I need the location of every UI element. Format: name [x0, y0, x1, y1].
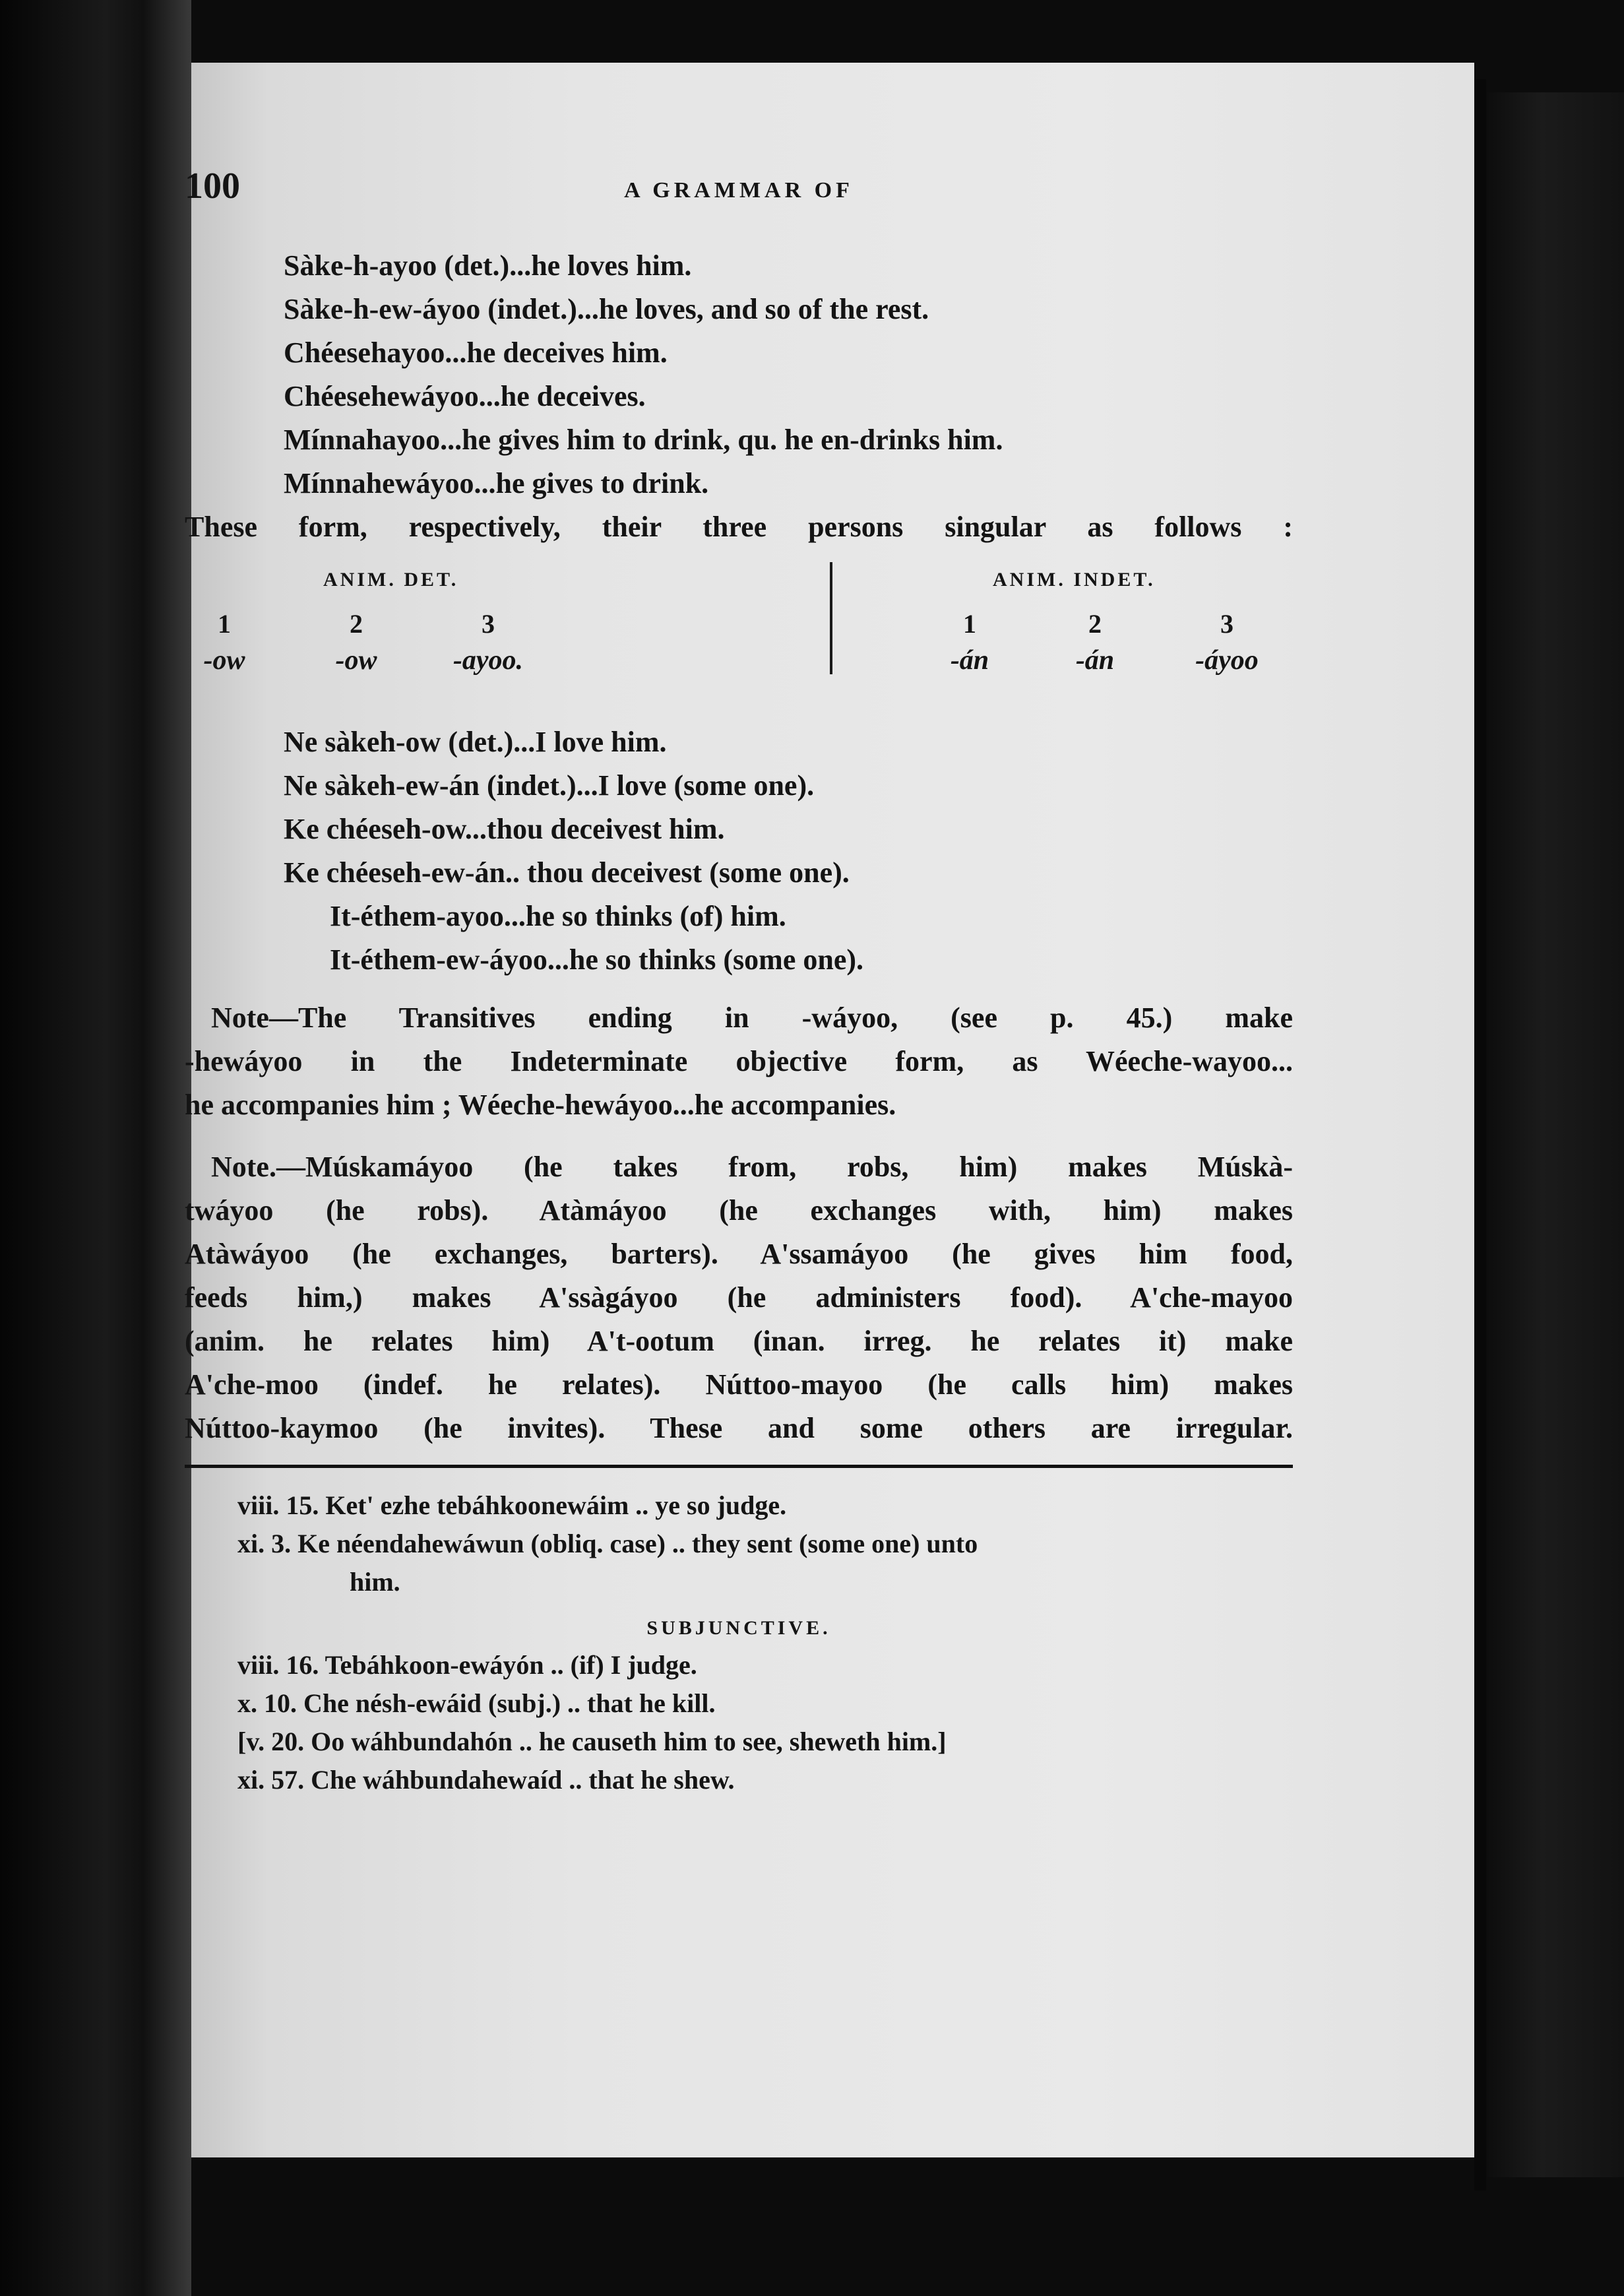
footnote-line: viii. 16. Tebáhkoon-ewáyón .. (if) I judge.	[237, 1650, 697, 1680]
book-spine-shadow	[0, 0, 191, 2296]
footnote-line: xi. 57. Che wáhbundahewaíd .. that he shew.	[237, 1765, 735, 1795]
footnote-line: xi. 3. Ke néendahewáwun (obliq. case) .. they sent (some one) unto	[237, 1529, 978, 1558]
footnote-rule	[185, 1465, 1293, 1468]
footnote-line: viii. 15. Ket' ezhe tebáhkoonewáim .. ye so judge.	[237, 1490, 787, 1520]
note-line: (anim. he relates him) A't-ootum (inan. irreg. he relates it) make	[185, 1325, 1293, 1357]
paradigm-right-heading: ANIM. INDET.	[993, 569, 1156, 590]
paradigm-person: 3	[482, 609, 495, 639]
example-line: Sàke-h-ew-áyoo (indet.)...he loves, and so of the rest.	[284, 293, 929, 325]
example-line: Mínnahayoo...he gives him to drink, qu. he en-drinks him.	[284, 424, 1003, 456]
example-line: Ke chéeseh-ew-án.. thou deceivest (some one).	[284, 856, 850, 889]
note-line: Note.—Múskamáyoo (he takes from, robs, him) makes Múskà-	[211, 1151, 1293, 1183]
example-line: Ke chéeseh-ow...thou deceivest him.	[284, 813, 725, 845]
page-header	[185, 165, 1293, 218]
footnote-line: him.	[350, 1567, 400, 1597]
subjunctive-heading: SUBJUNCTIVE.	[646, 1617, 831, 1639]
example-line: Chéesehayoo...he deceives him.	[284, 336, 668, 369]
paradigm-person: 1	[218, 609, 231, 639]
example-line: Ne sàkeh-ow (det.)...I love him.	[284, 726, 667, 758]
paradigm-ending: -ow	[335, 645, 377, 676]
example-line: Ne sàkeh-ew-án (indet.)...I love (some one).	[284, 769, 815, 802]
note-line: feeds him,) makes A'ssàgáyoo (he administers food). A'che-mayoo	[185, 1281, 1293, 1314]
note-line: he accompanies him ; Wéeche-hewáyoo...he accompanies.	[185, 1089, 896, 1121]
note-line: Note—The Transitives ending in -wáyoo, (see p. 45.) make	[211, 1002, 1293, 1034]
adjacent-page-edge	[1487, 92, 1624, 2177]
example-line: Chéesehewáyoo...he deceives.	[284, 380, 646, 412]
paradigm-ending: -án	[950, 645, 989, 676]
example-line: Mínnahewáyoo...he gives to drink.	[284, 467, 709, 499]
paradigm-person: 2	[1088, 609, 1102, 639]
example-line: Sàke-h-ayoo (det.)...he loves him.	[284, 249, 692, 282]
paradigm-left-heading: ANIM. DET.	[323, 569, 459, 590]
page-gutter	[1474, 79, 1486, 2190]
running-title: A GRAMMAR OF	[624, 178, 854, 203]
note-line: twáyoo (he robs). Atàmáyoo (he exchanges with, him) makes	[185, 1194, 1293, 1227]
paradigm-table	[185, 562, 1293, 714]
paradigm-person: 1	[963, 609, 976, 639]
example-line: It-éthem-ew-áyoo...he so thinks (some one).	[330, 943, 864, 976]
footnote-line: x. 10. Che nésh-ewáid (subj.) .. that he kill.	[237, 1688, 716, 1718]
footnotes	[185, 1486, 1293, 1799]
intro-line: These form, respectively, their three persons singular as follows :	[185, 511, 1293, 543]
paradigm-ending: -án	[1075, 645, 1115, 676]
paradigm-ending: -áyoo	[1195, 645, 1259, 676]
paradigm-divider	[830, 562, 832, 674]
paradigm-person: 3	[1220, 609, 1234, 639]
paradigm-ending: -ow	[203, 645, 245, 676]
note-line: -hewáyoo in the Indeterminate objective form, as Wéeche-wayoo...	[185, 1045, 1293, 1077]
paradigm-ending: -ayoo.	[453, 645, 524, 676]
note-line: Atàwáyoo (he exchanges, barters). A'ssamáyoo (he gives him food,	[185, 1238, 1293, 1270]
footnote-line: [v. 20. Oo wáhbundahón .. he causeth him to see, sheweth him.]	[237, 1727, 947, 1756]
page-number: 100	[185, 166, 240, 207]
note-line: Núttoo-kaymoo (he invites). These and some others are irregular.	[185, 1412, 1293, 1444]
example-line: It-éthem-ayoo...he so thinks (of) him.	[330, 900, 786, 932]
note-line: A'che-moo (indef. he relates). Núttoo-mayoo (he calls him) makes	[185, 1368, 1293, 1401]
paradigm-person: 2	[350, 609, 363, 639]
page-body	[185, 244, 1293, 1799]
